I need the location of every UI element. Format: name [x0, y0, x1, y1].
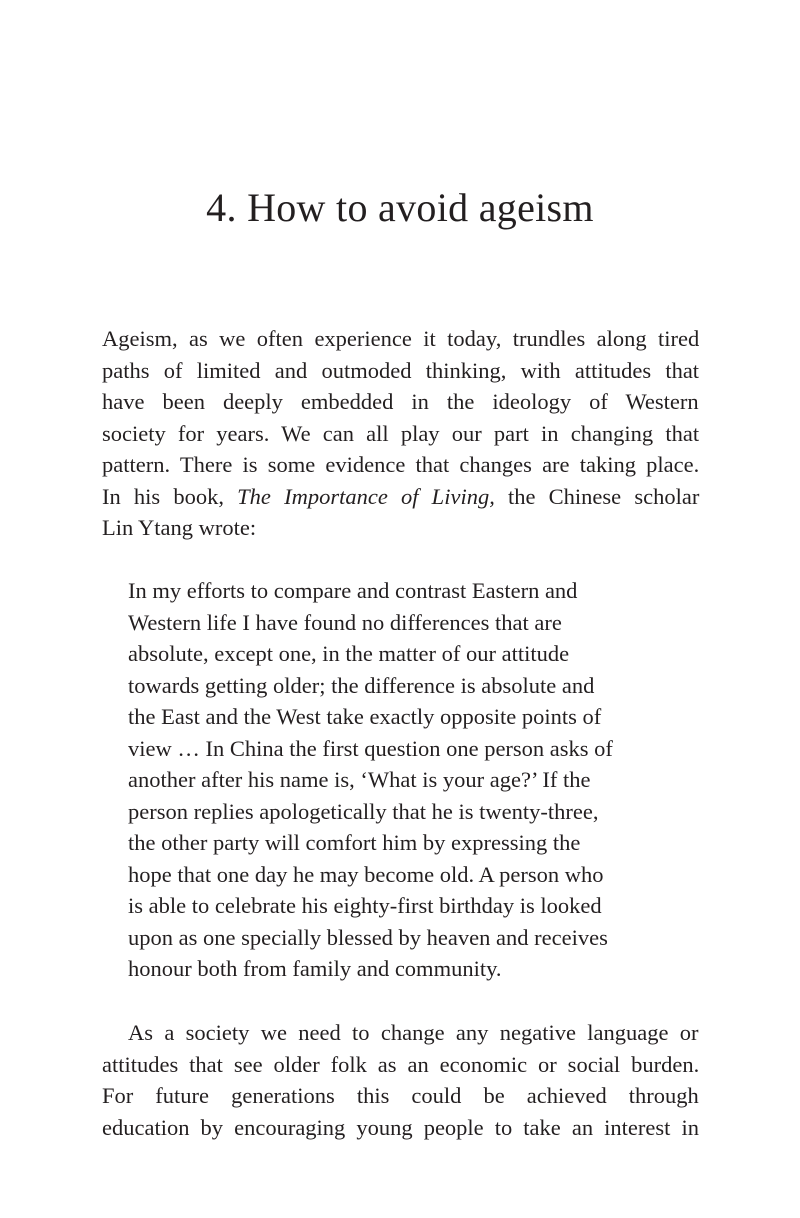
paragraph-line: As a society we need to change any negative language or	[128, 1020, 699, 1045]
quote-line: is able to celebrate his eighty-first birthday is looked	[128, 893, 602, 918]
quote-line: towards getting older; the difference is absolute and	[128, 672, 595, 698]
quote-line: absolute, except one, in the matter of our attitude	[128, 641, 570, 666]
quote-line: another after his name is, ‘What is your age?’ If the	[128, 767, 591, 792]
paragraph-ageism-intro	[102, 323, 699, 544]
quote-line: Western life I have found no differences that are	[128, 609, 562, 635]
quote-line: honour both from family and community.	[128, 956, 502, 981]
paragraph-line: have been deeply embedded in the ideology of Western	[102, 389, 699, 414]
paragraph-line: education by encouraging young people to take an interest in	[102, 1114, 699, 1140]
quote-line: person replies apologetically that he is twenty-three,	[128, 798, 599, 824]
paragraph-line: For future generations this could be achieved through	[102, 1083, 699, 1108]
paragraph-society-change	[102, 1017, 699, 1143]
book-title: The Importance of Living,	[237, 483, 495, 509]
book-reference-suffix: the Chinese scholar	[494, 483, 700, 509]
paragraph-line: attitudes that see older folk as an economic or social burden.	[102, 1051, 700, 1077]
paragraph-line: paths of limited and outmoded thinking, with attitudes that	[102, 357, 700, 383]
block-quote	[128, 575, 688, 985]
paragraph-line-book-reference	[102, 481, 699, 513]
paragraph-line: society for years. We can all play our part in changing that	[102, 420, 700, 446]
paragraph-line: pattern. There is some evidence that changes are taking place.	[102, 452, 700, 477]
quote-line: In my efforts to compare and contrast Eastern and	[128, 578, 578, 603]
quote-line: hope that one day he may become old. A person who	[128, 861, 604, 887]
quote-line: view … In China the first question one person asks of	[128, 735, 613, 761]
quote-line: the East and the West take exactly opposite points of	[128, 704, 602, 729]
book-reference-prefix: In his book,	[102, 483, 238, 509]
quote-line: the other party will comfort him by expressing the	[128, 830, 581, 855]
paragraph-line: Ageism, as we often experience it today, trundles along tired	[102, 326, 700, 351]
quote-line: upon as one specially blessed by heaven and receives	[128, 924, 608, 950]
chapter-title: 4. How to avoid ageism	[206, 185, 594, 230]
paragraph-line: Lin Ytang wrote:	[102, 515, 257, 540]
